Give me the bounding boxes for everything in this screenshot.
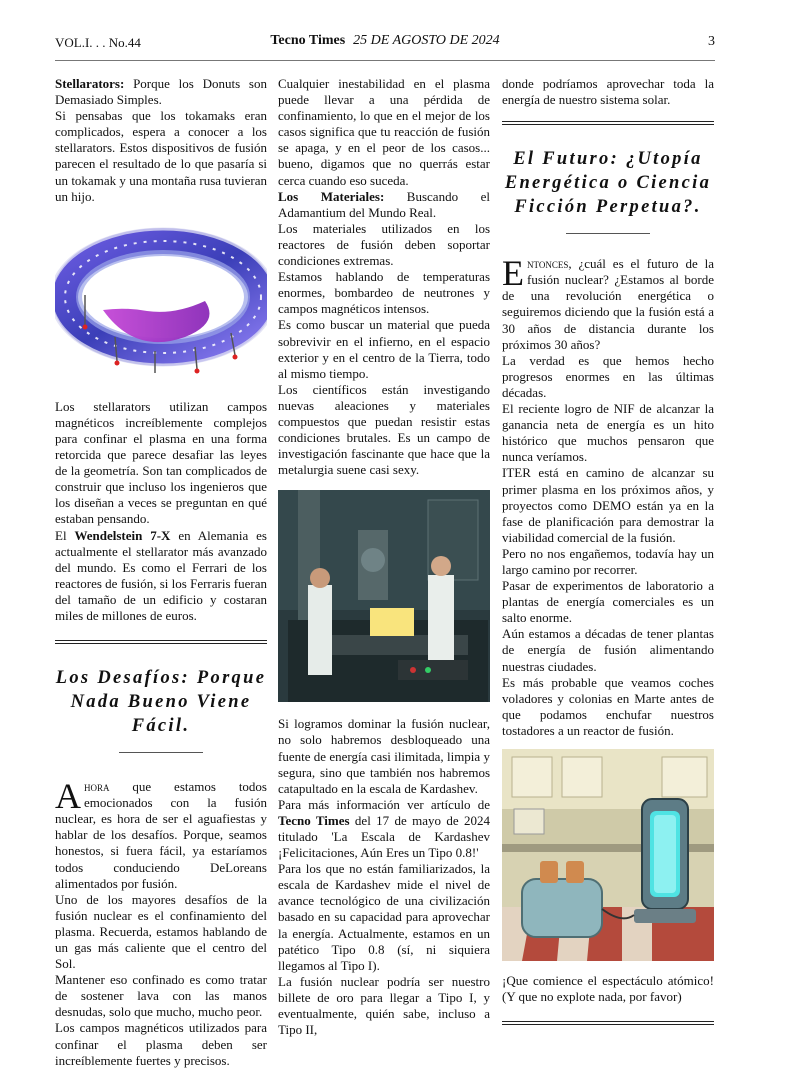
paragraph: Si logramos dominar la fusión nuclear, no solo habremos desbloqueado una fuente de energía casi ilimitada, limpia y segura, sino que también nos habremos catapultado en la escala de Kardashev. (278, 716, 490, 796)
fusion-toaster-icon (502, 749, 714, 961)
wendelstein-paragraph: El Wendelstein 7-X en Alemania es actualmente el stellarator más avanzado del mundo. Es como el Ferrari de los reactores de fusión, si los Ferraris fueran del tamaño de un edificio y costaran miles de millones de euros. (55, 527, 267, 623)
paragraph: Uno de los mayores desafíos de la fusión nuclear es el confinamiento del plasma. Recuerda, estamos hablando de un gas más caliente que el centro del Sol. (55, 891, 267, 972)
masthead (55, 33, 715, 49)
title-underline (119, 752, 203, 753)
stellarator-image (55, 215, 267, 385)
stellarators-lead: Stellarators: (55, 76, 125, 91)
stellarator-icon (55, 215, 267, 385)
reference-publication: Tecno Times (278, 812, 350, 828)
publication-title: Tecno Times (270, 33, 346, 48)
paragraph: Cualquier inestabilidad en el plasma puede llevar a una pérdida de confinamiento, lo que en el mejor de los casos significa que tu reacción de fusión se apaga, y en el peor de los casos... bueno, digamos que no querrás estar cerca cuando eso suceda. (278, 76, 490, 188)
issue-date: 25 DE AGOSTO DE 2024 (353, 33, 500, 48)
section-divider (502, 1021, 714, 1025)
column-1 (55, 76, 267, 1069)
dropcap: A (55, 776, 81, 817)
paragraph: El reciente logro de NIF de alcanzar la ganancia neta de energía es un hito histórico que muchos pensaron que nunca veríamos. (502, 401, 714, 465)
section-title-challenges: Los Desafíos: Porque Nada Bueno Viene Fácil. (55, 668, 267, 737)
paragraph: Para los que no están familiarizados, la escala de Kardashev mide el nivel de avance tecnológico de una civilización basado en su capacidad para aprovechar la energía. Actualmente, estamos en un patético Tipo 0.8 (sí, ni siquiera llegamos al Tipo I). (278, 861, 490, 973)
paragraph: Pasar de experimentos de laboratorio a plantas de energía comerciales es un salto enorme. (502, 578, 714, 626)
reference-paragraph: Para más información ver artículo de Tecno Times del 17 de mayo de 2024 titulado 'La Escala de Kardashev ¡Felicitaciones, Aún Eres un Tipo 0.8!' (278, 796, 490, 861)
column-2 (278, 76, 490, 1038)
paragraph: Los científicos están investigando nuevas aleaciones y materiales compuestos que puedan resistir estas condiciones brutales. Es un campo de investigación fascinante que hace que la metalurgia suene casi sexy. (278, 381, 490, 478)
challenges-intro-paragraph: Ahora que estamos todos emocionados con la fusión nuclear, es hora de ser el aguafiestas y hablar de los desafíos. Porque, seamos honestos, si fuera fácil, ya estaríamos todos conduciendo DeLoreans alimentados por fusión. (55, 776, 267, 891)
paragraph: La fusión nuclear podría ser nuestro billete de oro para llegar a Tipo I, y eventualmente, quién sabe, incluso a Tipo II, (278, 973, 490, 1038)
paragraph: La verdad es que hemos hecho progresos enormes en las últimas décadas. (502, 352, 714, 400)
page-header (55, 33, 715, 53)
paragraph: Mantener eso confinado es como tratar de sostener lava con las manos desnudas, solo que mucho, mucho peor. (55, 972, 267, 1020)
column-3 (502, 76, 714, 1025)
paragraph: ITER está en camino de alcanzar su primer plasma en los próximos años, y proyectos como DEMO están ya en la fase de planificación para demostrar la viabilidad comercial de la fusión. (502, 465, 714, 545)
paragraph: Pero no nos engañemos, todavía hay un largo camino por recorrer. (502, 545, 714, 577)
wendelstein-name: Wendelstein 7-X (74, 527, 171, 543)
dropcap: E (502, 253, 524, 294)
paragraph: Si pensabas que los tokamaks eran complicados, espera a conocer a los stellarators. Estos dispositivos de fusión parecen el resultado de lo que pasaría si un tokamak y una montaña rusa tuvieran un hijo. (55, 108, 267, 204)
paragraph: Los campos magnéticos utilizados para confinar el plasma deben ser increíblemente fuertes y precisos. (55, 1020, 267, 1068)
paragraph: Los stellarators utilizan campos magnéticos increíblemente complejos para confinar el plasma en una forma retorcida que parece desafiar las leyes de la geometría. Son tan complicados de construir que incluso los ingenieros que los diseñan a veces se preguntan en qué estaban pensando. (55, 398, 267, 527)
materials-heading-paragraph: Los Materiales: Buscando el Adamantium del Mundo Real. (278, 188, 490, 220)
paragraph: Es más probable que veamos coches voladores y colonias en Marte antes de que podamos enchufar nuestros tostadores a un reactor de fusión. (502, 674, 714, 738)
materials-lead: Los Materiales: (278, 188, 385, 204)
paragraph: donde podríamos aprovechar toda la energía de nuestro sistema solar. (502, 76, 714, 108)
section-divider (55, 640, 267, 644)
paragraph: Aún estamos a décadas de tener plantas de energía de fusión alimentando nuestras ciudades. (502, 626, 714, 674)
closing-paragraph: ¡Que comience el espectáculo atómico! (Y que no explote nada, por favor) (502, 973, 714, 1005)
kitchen-image (502, 749, 714, 961)
future-intro-paragraph: Entonces, ¿cuál es el futuro de la fusión nuclear? ¿Estamos al borde de una revolución energética o seguiremos diciendo que la fusión está a 30 años de distancia durante los próximos 30 años? (502, 253, 714, 352)
header-divider (55, 60, 715, 61)
paragraph: Es como buscar un material que pueda sobrevivir en el infierno, en el espacio exterior y en el centro de la Tierra, todo al mismo tiempo. (278, 317, 490, 381)
paragraph: Los materiales utilizados en los reactores de fusión deben soportar condiciones extremas. (278, 220, 490, 269)
section-divider (502, 121, 714, 125)
stellarators-heading-paragraph: Stellarators: Porque los Donuts son Demasiado Simples. (55, 76, 267, 108)
title-underline (566, 233, 650, 234)
page-number: 3 (708, 34, 715, 49)
section-title-future: El Futuro: ¿Utopía Energética o Ciencia Ficción Perpetua?. (504, 149, 712, 218)
paragraph: Estamos hablando de temperaturas enormes, bombardeo de neutrones y campos magnéticos intensos. (278, 269, 490, 317)
lab-scientists-icon (278, 490, 490, 702)
lab-image (278, 490, 490, 702)
volume-number: VOL.I. . . No.44 (55, 35, 141, 50)
